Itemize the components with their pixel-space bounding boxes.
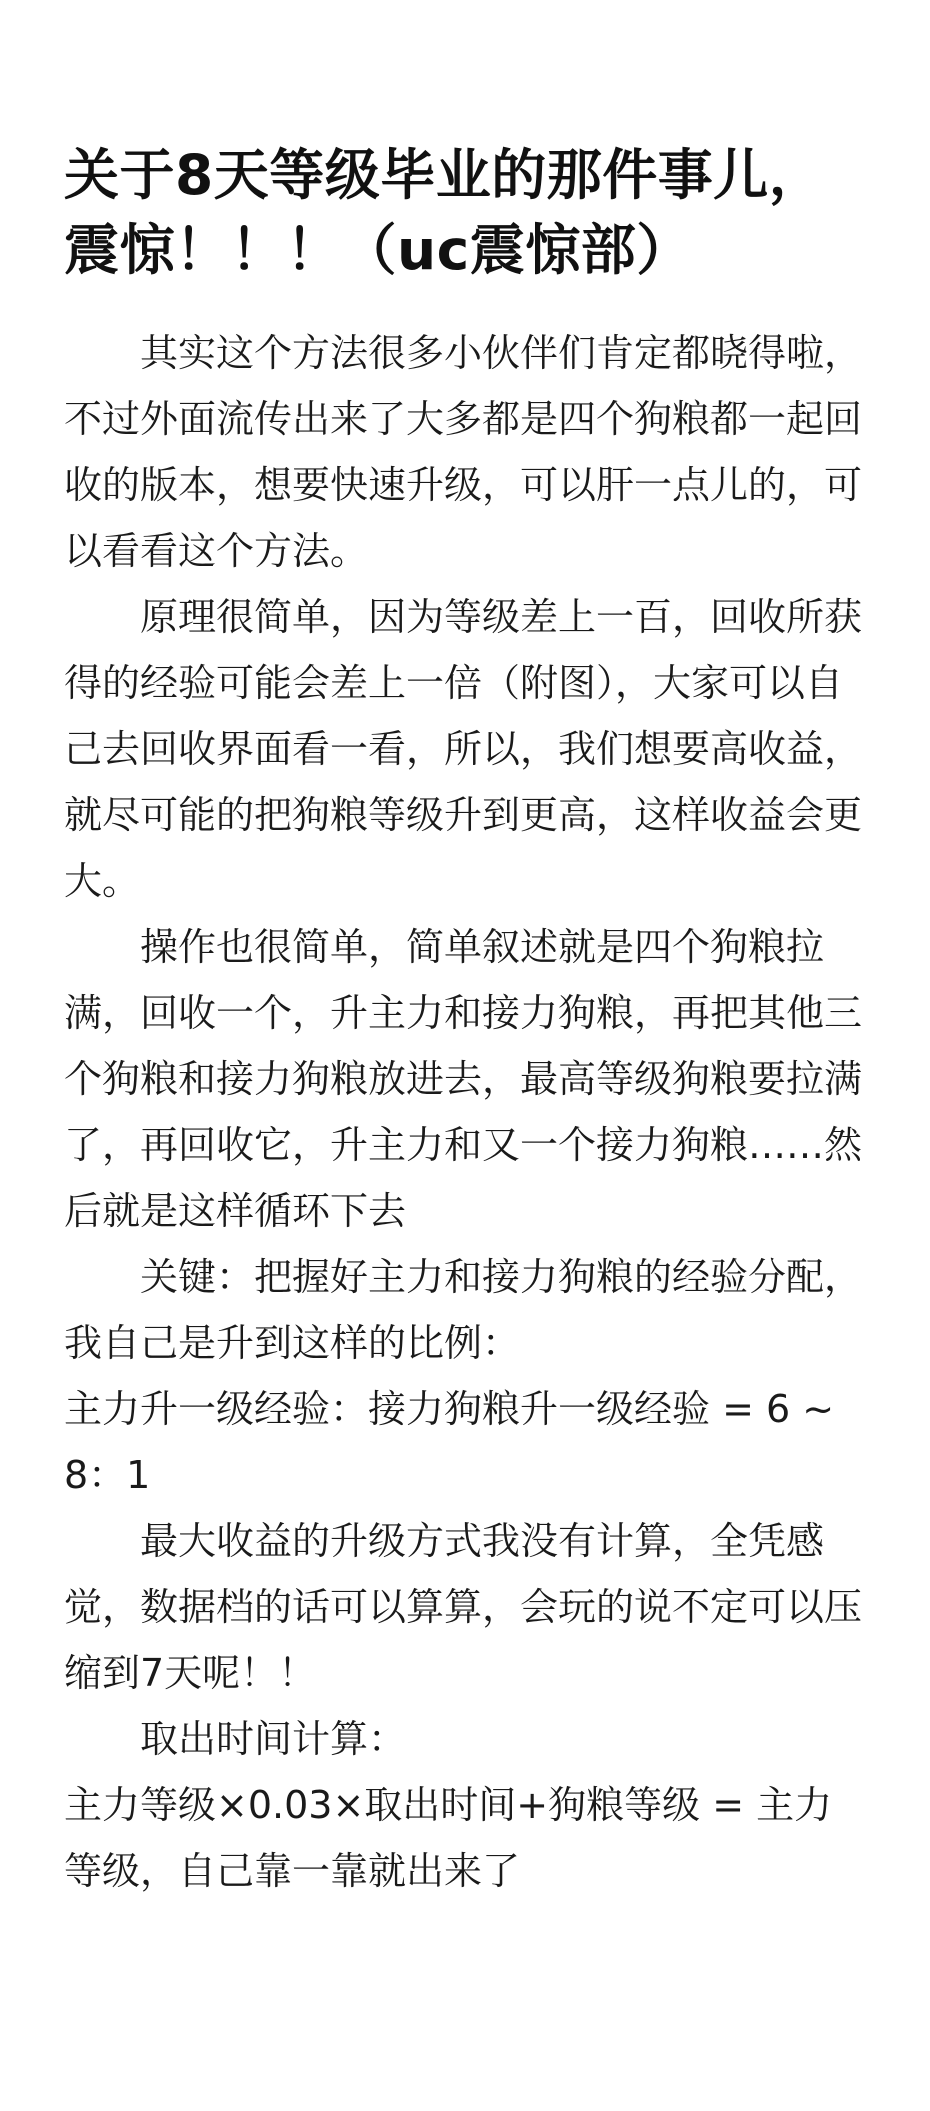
paragraph: 原理很简单，因为等级差上一百，回收所获得的经验可能会差上一倍（附图），大家可以自己去回收界面看一看，所以，我们想要高收益，就尽可能的把狗粮等级升到更高，这样收益会更大。 <box>64 595 863 903</box>
ratio-line: 主力升一级经验：接力狗粮升一级经验 = 6 ~ 8：1 <box>64 1387 835 1497</box>
paragraph: 操作也很简单，简单叙述就是四个狗粮拉满，回收一个，升主力和接力狗粮，再把其他三个狗粮和接力狗粮放进去，最高等级狗粮要拉满了，再回收它，升主力和又一个接力狗粮……然后就是这样循环下去 <box>64 925 863 1233</box>
paragraph: 取出时间计算： <box>140 1717 407 1761</box>
formula-line: 主力等级×0.03×取出时间+狗粮等级 = 主力等级，自己靠一靠就出来了 <box>64 1783 833 1893</box>
paragraph: 其实这个方法很多小伙伴们肯定都晓得啦，不过外面流传出来了大多都是四个狗粮都一起回收的版本，想要快速升级，可以肝一点儿的，可以看看这个方法。 <box>64 331 863 573</box>
article-body <box>64 320 864 1904</box>
article-title: 关于8天等级毕业的那件事儿，震惊！！！（uc震惊部） <box>64 143 825 282</box>
paragraph: 最大收益的升级方式我没有计算，全凭感觉，数据档的话可以算算，会玩的说不定可以压缩到7天呢！！ <box>64 1519 863 1695</box>
paragraph: 关键：把握好主力和接力狗粮的经验分配，我自己是升到这样的比例： <box>64 1255 863 1365</box>
article <box>64 138 864 1904</box>
